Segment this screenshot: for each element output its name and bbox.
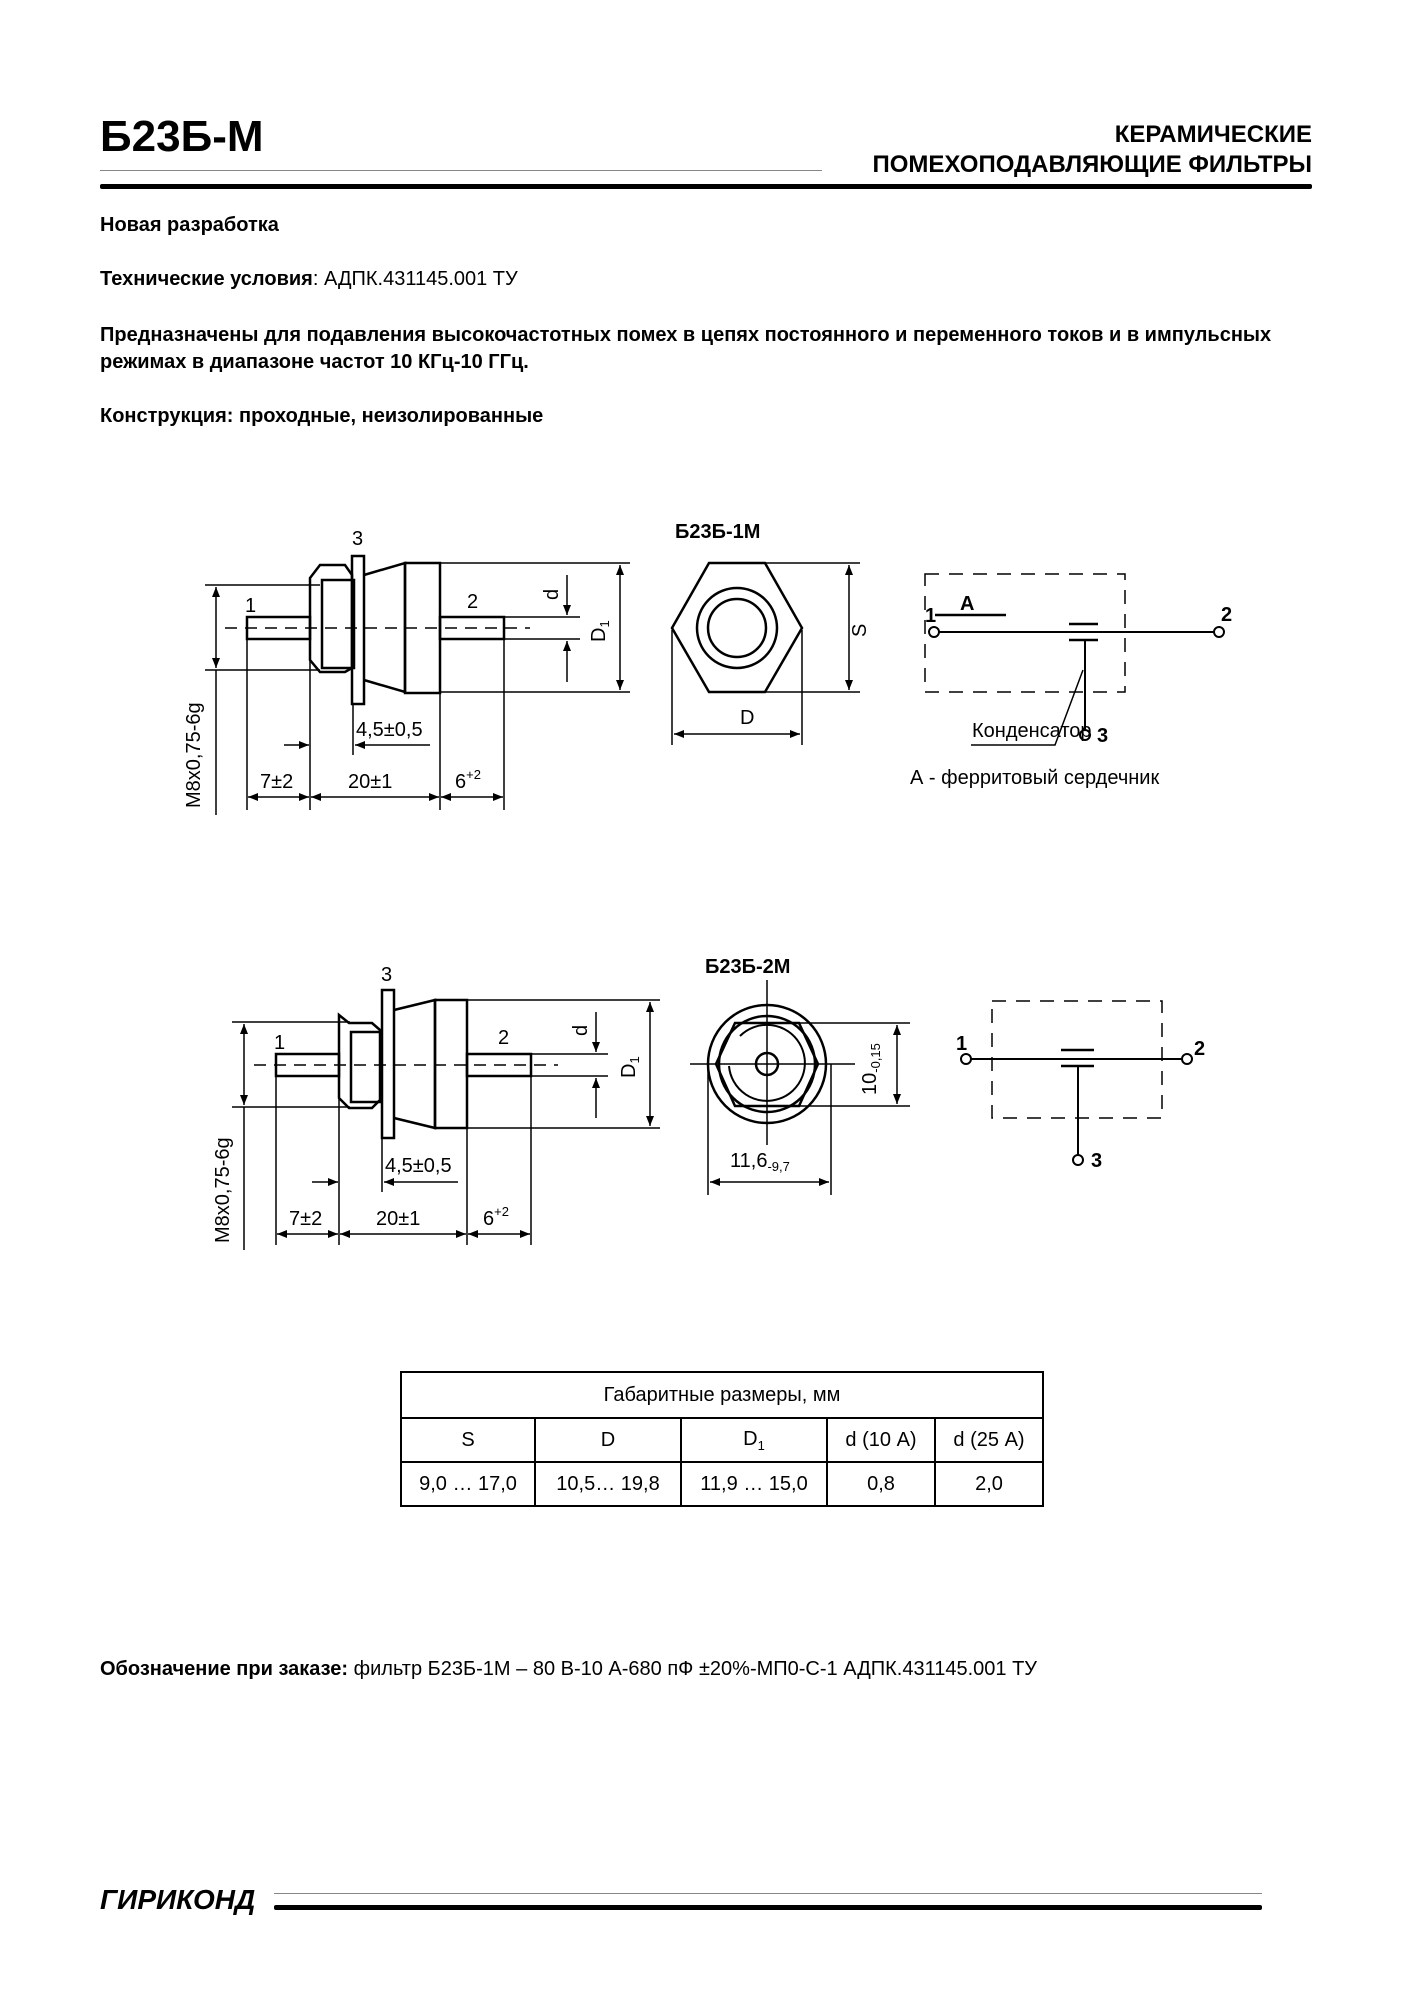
schematic-2m-node-2: 2 [1194,1038,1206,1060]
order-designation [100,1658,1037,1681]
table-header-row [401,1418,1043,1462]
table-header: d (10 А) [827,1418,935,1462]
dim-d-front-label: D [740,707,755,729]
schematic-node-3: 3 [1097,725,1109,747]
thread-label-2m: М8х0,75-6g [212,1137,234,1243]
table-cell: 11,9 … 15,0 [681,1462,827,1506]
dim-body-label-2m: 20±1 [376,1208,421,1230]
dimensions-table [400,1371,1044,1507]
dim-d1-label-2m: $D_1$ [618,1056,642,1078]
dim-lead2-label-2m: $6^{+2}$ [483,1204,509,1230]
purpose-text: Предназначены для подавления высокочастотных помех в цепях постоянного и переменного токов и в импульсных режимах в диапазоне частот 10 КГц-10 ГГц. [100,324,1272,373]
model-1m-label: Б23Б-1М [675,521,761,543]
order-value: фильтр Б23Б-1М – 80 В-10 А-680 пФ ±20%-МП0-С-1 АДПК.431145.001 ТУ [348,1658,1037,1680]
dim-lead1-label-2m: 7±2 [289,1208,323,1230]
dim-body-label: 20±1 [348,771,393,793]
page-title: Б23Б-М [100,112,264,161]
table-cell: 2,0 [935,1462,1043,1506]
dim-d-label-2m: d [570,1024,592,1036]
tech-conditions-label: Технические условия [100,268,313,290]
dim-dia-label-2m: $11,6_{-9,7}$ [730,1150,790,1174]
schematic-2m [961,1001,1192,1165]
footer-thin-rule [274,1893,1262,1894]
table-header: $D_1$ [681,1418,827,1462]
dim-s-label: S [849,623,871,637]
footer-thick-rule [274,1905,1262,1910]
pin-3-label: 3 [352,528,364,550]
subtitle-line-2: ПОМЕХОПОДАВЛЯЮЩИЕ ФИЛЬТРЫ [872,151,1312,178]
table-header: S [401,1418,535,1462]
core-label: А [960,593,975,615]
pin-3-label-2m: 3 [381,964,393,986]
schematic-2m-node-3: 3 [1091,1150,1103,1172]
table-row [401,1462,1043,1506]
construction-text: Конструкция: проходные, неизолированные [100,405,544,427]
dim-hex-label-2m: $10_{-0,15}$ [859,1043,883,1095]
schematic-node-2: 2 [1221,604,1233,626]
table-cell: 9,0 … 17,0 [401,1462,535,1506]
pin-1-label: 1 [245,595,257,617]
pin-1-label-2m: 1 [274,1032,286,1054]
table-cell: 10,5… 19,8 [535,1462,681,1506]
table-caption-row [401,1372,1043,1418]
pin-2-label-2m: 2 [498,1027,510,1049]
dim-flange-label: 4,5±0,5 [356,719,423,741]
dim-lead2-label: $6^{+2}$ [455,767,481,793]
pin-2-label: 2 [467,591,479,613]
footer-brand: ГИРИКОНД [100,1884,256,1915]
front-view-1m [672,563,802,692]
schematic-2m-node-1: 1 [956,1033,968,1055]
table-header: d (25 А) [935,1418,1043,1462]
capacitor-label: Конденсатор [972,720,1092,742]
dim-d1-label: $D_1$ [588,620,612,642]
order-label: Обозначение при заказе: [100,1658,349,1680]
table-header: D [535,1418,681,1462]
side-view-1m [225,556,530,704]
core-legend: А - ферритовый сердечник [910,767,1160,789]
side-view-2m [254,990,558,1138]
table-cell: 0,8 [827,1462,935,1506]
status-line: Новая разработка [100,214,279,236]
thread-label: М8х0,75-6g [183,702,205,808]
model-2m-label: Б23Б-2М [705,956,791,978]
tech-conditions-value: : АДПК.431145.001 ТУ [312,268,518,290]
dim-lead1-label: 7±2 [260,771,294,793]
dim-flange-label-2m: 4,5±0,5 [385,1155,452,1177]
schematic-node-1: 1 [925,605,937,627]
subtitle-line-1: КЕРАМИЧЕСКИЕ [1114,121,1312,148]
dim-d-label: d [541,588,563,600]
table-caption: Габаритные размеры, мм [401,1372,1043,1418]
